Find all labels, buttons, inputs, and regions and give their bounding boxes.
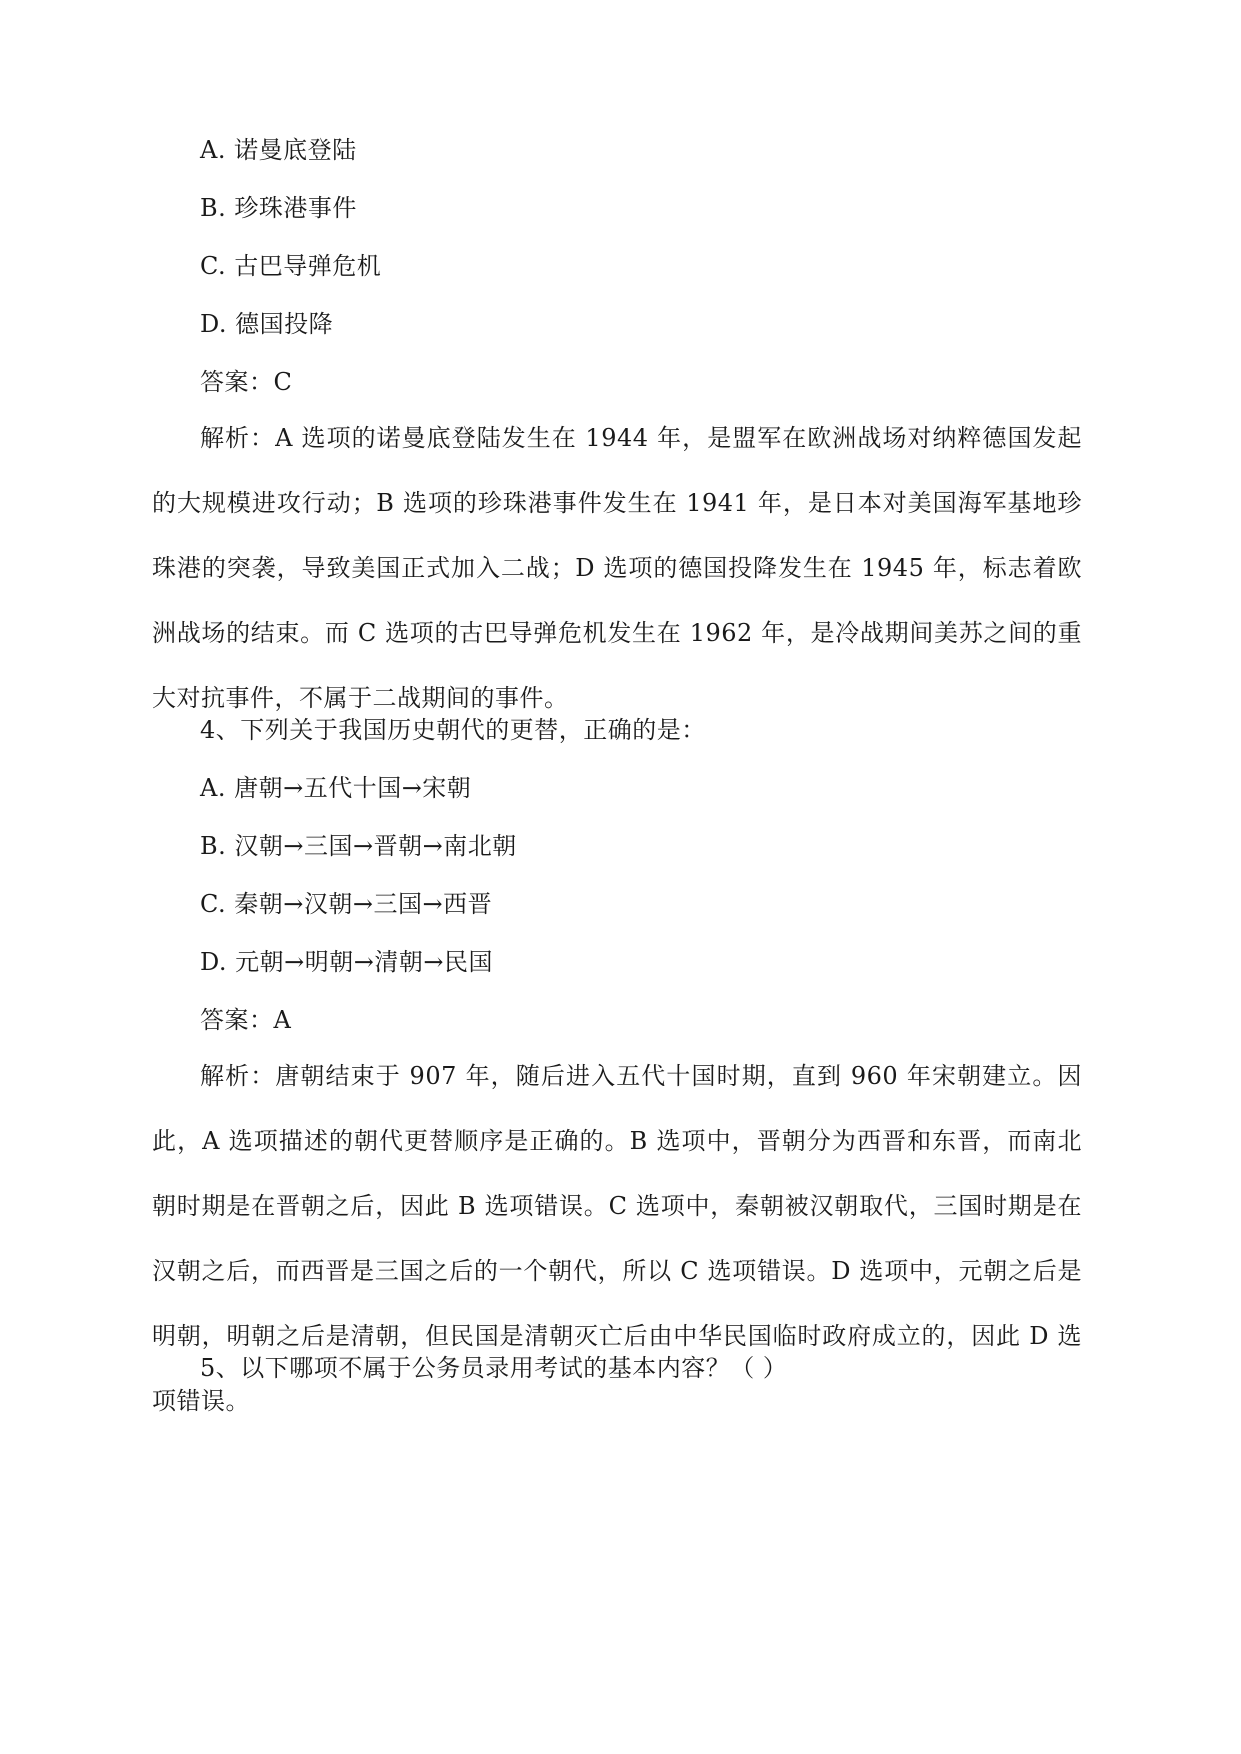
q3-analysis: 解析：A 选项的诺曼底登陆发生在 1944 年，是盟军在欧洲战场对纳粹德国发起的大规模进攻行动；B 选项的珍珠港事件发生在 1941 年，是日本对美国海军基地珍珠港的突袭，导致美国正式加入二战；D 选项的德国投降发生在 1945 年，标志着欧洲战场的结束。而 C 选项的古巴导弹危机发生在 1962 年，是冷战期间美苏之间的重大对抗事件，不属于二战期间的事件。 [152, 424, 1082, 712]
q3-option-d: D. 德国投降 [200, 310, 334, 338]
q3-option-b: B. 珍珠港事件 [200, 194, 357, 222]
q4-option-a: A. 唐朝→五代十国→宋朝 [200, 774, 472, 802]
q4-analysis: 解析：唐朝结束于 907 年，随后进入五代十国时期，直到 960 年宋朝建立。因此，A 选项描述的朝代更替顺序是正确的。B 选项中，晋朝分为西晋和东晋，而南北朝时期是在晋朝之后，因此 B 选项错误。C 选项中，秦朝被汉朝取代，三国时期是在汉朝之后，而西晋是三国之后的一个朝代，所以 C 选项错误。D 选项中，元朝之后是明朝，明朝之后是清朝，但民国是清朝灭亡后由中华民国临时政府成立的，因此 D 选项错误。 [152, 1062, 1082, 1415]
q3-option-c: C. 古巴导弹危机 [200, 252, 382, 280]
q3-option-a: A. 诺曼底登陆 [200, 136, 357, 164]
q5-question: 5、以下哪项不属于公务员录用考试的基本内容？（ ） [200, 1354, 788, 1382]
q4-answer: 答案：A [200, 1006, 292, 1034]
q4-question: 4、下列关于我国历史朝代的更替，正确的是： [200, 716, 706, 744]
q4-option-b: B. 汉朝→三国→晋朝→南北朝 [200, 832, 517, 860]
q4-option-c: C. 秦朝→汉朝→三国→西晋 [200, 890, 493, 918]
q4-option-d: D. 元朝→明朝→清朝→民国 [200, 948, 493, 976]
q3-answer: 答案：C [200, 368, 293, 396]
